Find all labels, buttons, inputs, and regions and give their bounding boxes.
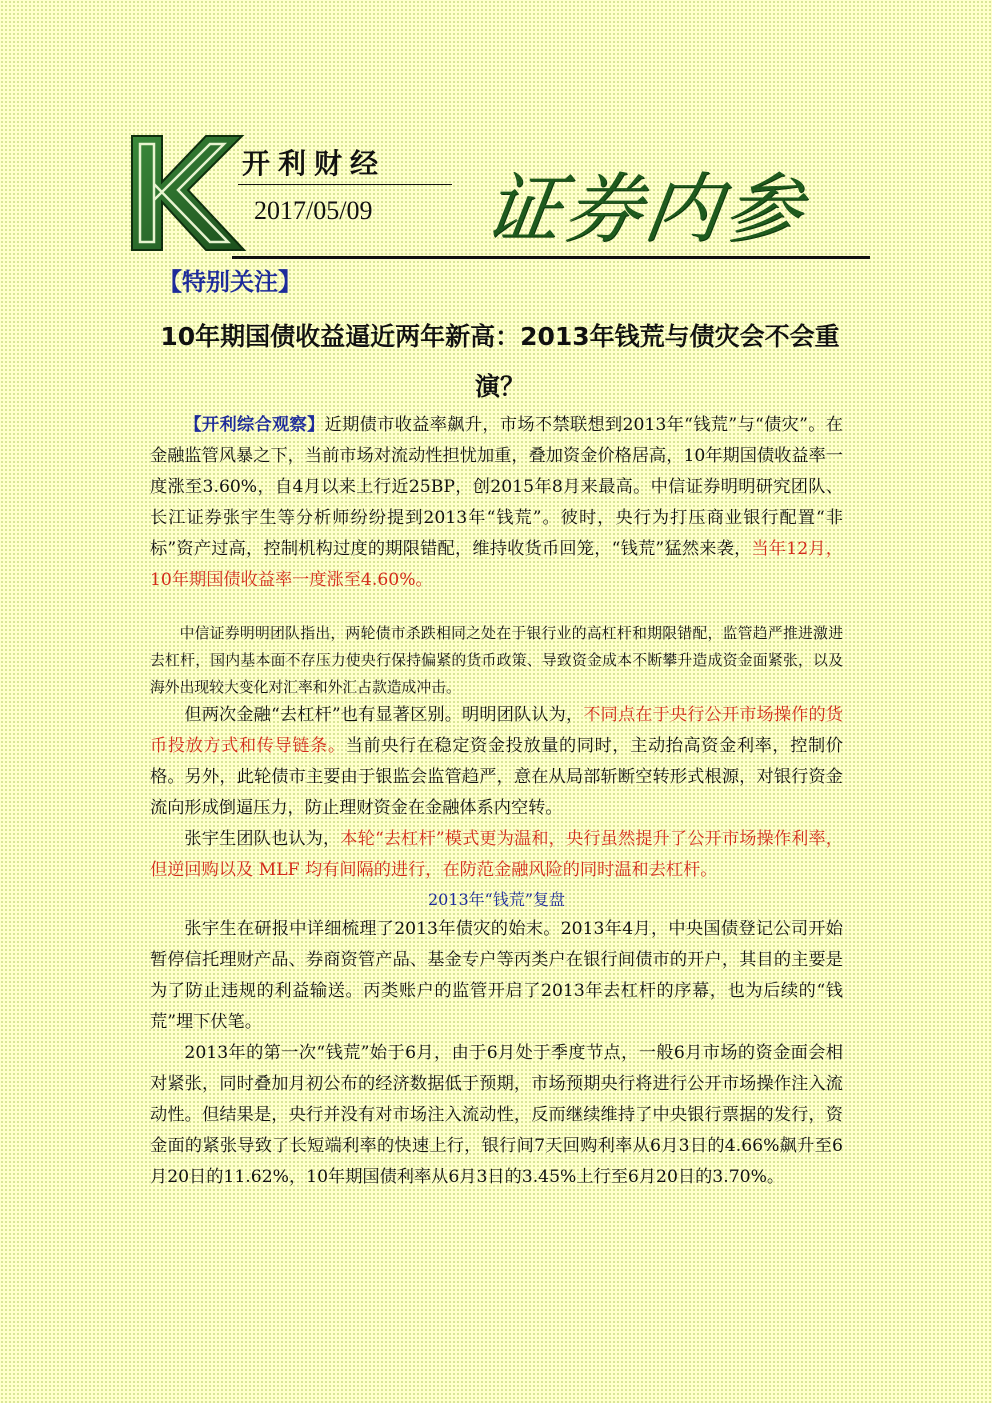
header-divider	[232, 256, 870, 259]
issue-date: 2017/05/09	[254, 196, 373, 225]
paragraph-1-text: 近期债市收益率飙升，市场不禁联想到2013年“钱荒”与“债灾”。在金融监管风暴之下，当前市场对流动性担忧加重，叠加资金价格居高，10年期国债收益率一度涨至3.60%，自4月以来上行近25BP，创2015年8月来最高。中信证券明明研究团队、长江证券张宇生等分析师纷纷提到2013年“钱荒”。彼时，央行为打压商业银行配置“非标”资产过高，控制机构过度的期限错配，维持收货币回笼，“钱荒”猛然来袭，	[150, 415, 843, 559]
subheading-2013-review: 2013年“钱荒”复盘	[427, 890, 566, 909]
masthead-title: 证券内参	[478, 164, 812, 253]
paragraph-1-highlight: 当年12月，10年期国债收益率一度涨至4.60%。	[150, 539, 843, 590]
article-block-3	[150, 700, 843, 1193]
brand-name: 开利财经	[242, 147, 387, 180]
paragraph-4-highlight: 本轮“去杠杆”模式更为温和，央行虽然提升了公开市场操作利率，但逆回购以及 MLF 均有间隔的进行，在防范金融风险的同时温和去杠杆。	[150, 829, 843, 880]
paragraph-3	[150, 700, 843, 824]
observation-label: 【开利综合观察】	[184, 415, 325, 435]
article-block-1	[150, 410, 843, 596]
logo-letter: K	[128, 132, 129, 133]
brand-divider	[238, 184, 452, 185]
paragraph-3-highlight: 不同点在于央行公开市场操作的货币投放方式和传导链条。	[150, 705, 843, 756]
paragraph-2: 中信证券明明团队指出，两轮债市杀跌相同之处在于银行业的高杠杆和期限错配，监管趋严推进激进去杠杆，国内基本面不存压力使央行保持偏紧的货币政策、导致资金成本不断攀升造成资金面紧张，以及海外出现较大变化对汇率和外汇占款造成冲击。	[150, 625, 843, 696]
paragraph-5: 张宇生在研报中详细梳理了2013年债灾的始末。2013年4月，中央国债登记公司开始暂停信托理财产品、券商资管产品、基金专户等丙类户在银行间债市的开户，其目的主要是为了防止违规的利益输送。丙类账户的监管开启了2013年去杠杆的序幕，也为后续的“钱荒”埋下伏笔。	[150, 919, 843, 1032]
paragraph-4	[150, 824, 843, 886]
kaili-logo-k	[128, 132, 246, 254]
paragraph-6: 2013年的第一次“钱荒”始于6月，由于6月处于季度节点，一般6月市场的资金面会相对紧张，同时叠加月初公布的经济数据低于预期，市场预期央行将进行公开市场操作注入流动性。但结果是，央行并没有对市场注入流动性，反而继续维持了中央银行票据的发行，资金面的紧张导致了长短端利率的快速上行，银行间7天回购利率从6月3日的4.66%飙升至6月20日的11.62%，10年期国债利率从6月3日的3.45%上行至6月20日的3.70%。	[150, 1043, 843, 1187]
paragraph-3-text-a: 但两次金融“去杠杆”也有显著区别。明明团队认为，	[184, 705, 584, 725]
paragraph-4-text-a: 张宇生团队也认为，	[184, 829, 341, 849]
article-block-2	[150, 620, 843, 701]
paragraph-1	[150, 410, 843, 596]
paragraph-3-text-b: 当前央行在稳定资金投放量的同时，主动抬高资金利率，控制价格。另外，此轮债市主要由于银监会监管趋严，意在从局部斩断空转形式根源，对银行资金流向形成倒逼压力，防止理财资金在金融体系内空转。	[150, 736, 843, 818]
article-headline: 10年期国债收益逼近两年新高：2013年钱荒与债灾会不会重演？	[160, 322, 840, 401]
section-tag: 【特别关注】	[158, 268, 302, 296]
